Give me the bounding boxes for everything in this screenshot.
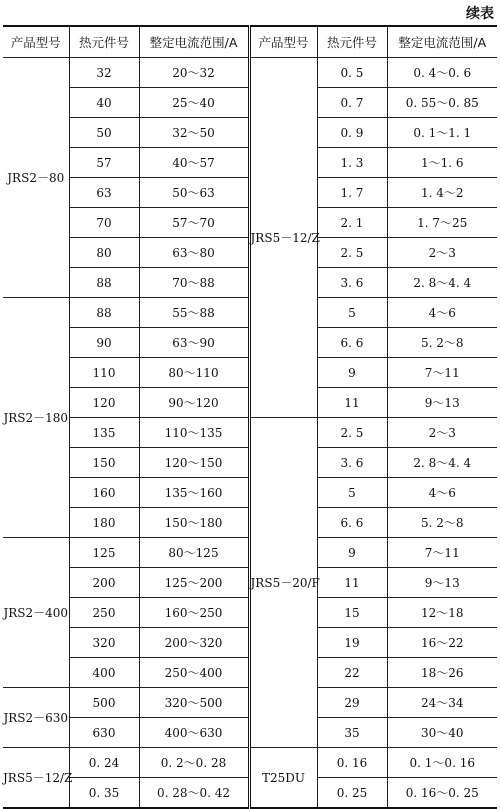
element-no-cell: 5 [317, 478, 387, 508]
current-range-cell: 150～180 [139, 508, 249, 538]
current-range-cell: 18～26 [387, 658, 497, 688]
current-range-cell: 80～110 [139, 358, 249, 388]
element-no-cell: 2. 5 [317, 238, 387, 268]
element-no-cell: 160 [69, 478, 139, 508]
element-no-cell: 500 [69, 688, 139, 718]
header-current-range: 整定电流范围/A [139, 26, 249, 58]
table-row [3, 58, 497, 88]
current-range-cell: 0. 28～0. 42 [139, 778, 249, 809]
element-no-cell: 6. 6 [317, 508, 387, 538]
current-range-cell: 70～88 [139, 268, 249, 298]
current-range-cell: 2～3 [387, 418, 497, 448]
current-range-cell: 0. 55～0. 85 [387, 88, 497, 118]
element-no-cell: 0. 24 [69, 748, 139, 778]
element-no-cell: 29 [317, 688, 387, 718]
current-range-cell: 32～50 [139, 118, 249, 148]
element-no-cell: 5 [317, 298, 387, 328]
current-range-cell: 160～250 [139, 598, 249, 628]
element-no-cell: 110 [69, 358, 139, 388]
element-no-cell: 2. 5 [317, 418, 387, 448]
element-no-cell: 15 [317, 598, 387, 628]
current-range-cell: 1. 7～25 [387, 208, 497, 238]
model-cell: T25DU [249, 748, 317, 809]
element-no-cell: 180 [69, 508, 139, 538]
element-no-cell: 0. 9 [317, 118, 387, 148]
element-no-cell: 3. 6 [317, 268, 387, 298]
current-range-cell: 0. 2～0. 28 [139, 748, 249, 778]
element-no-cell: 0. 16 [317, 748, 387, 778]
current-range-cell: 63～80 [139, 238, 249, 268]
current-range-cell: 200～320 [139, 628, 249, 658]
current-range-cell: 40～57 [139, 148, 249, 178]
element-no-cell: 125 [69, 538, 139, 568]
element-no-cell: 0. 25 [317, 778, 387, 809]
current-range-cell: 7～11 [387, 358, 497, 388]
element-no-cell: 50 [69, 118, 139, 148]
current-range-cell: 250～400 [139, 658, 249, 688]
current-range-cell: 1～1. 6 [387, 148, 497, 178]
current-range-cell: 400～630 [139, 718, 249, 748]
element-no-cell: 630 [69, 718, 139, 748]
current-range-cell: 0. 1～0. 16 [387, 748, 497, 778]
current-range-cell: 5. 2～8 [387, 508, 497, 538]
element-no-cell: 35 [317, 718, 387, 748]
current-range-cell: 0. 16～0. 25 [387, 778, 497, 809]
current-range-cell: 9～13 [387, 388, 497, 418]
relay-spec-table [3, 25, 497, 809]
current-range-cell: 1. 4～2 [387, 178, 497, 208]
table-body [3, 58, 497, 809]
element-no-cell: 150 [69, 448, 139, 478]
element-no-cell: 63 [69, 178, 139, 208]
current-range-cell: 7～11 [387, 538, 497, 568]
model-cell: JRS5－12/Z [3, 748, 69, 809]
model-cell: JRS2－180 [3, 298, 69, 538]
header-row [3, 26, 497, 58]
model-cell: JRS2－80 [3, 58, 69, 298]
header-model: 产品型号 [3, 26, 69, 58]
element-no-cell: 9 [317, 538, 387, 568]
model-cell: JRS5－12/Z [249, 58, 317, 418]
element-no-cell: 200 [69, 568, 139, 598]
element-no-cell: 57 [69, 148, 139, 178]
current-range-cell: 57～70 [139, 208, 249, 238]
current-range-cell: 63～90 [139, 328, 249, 358]
current-range-cell: 110～135 [139, 418, 249, 448]
element-no-cell: 19 [317, 628, 387, 658]
element-no-cell: 80 [69, 238, 139, 268]
current-range-cell: 2. 8～4. 4 [387, 268, 497, 298]
element-no-cell: 11 [317, 388, 387, 418]
current-range-cell: 20～32 [139, 58, 249, 88]
element-no-cell: 90 [69, 328, 139, 358]
current-range-cell: 320～500 [139, 688, 249, 718]
header-element-no: 热元件号 [317, 26, 387, 58]
element-no-cell: 40 [69, 88, 139, 118]
table-row [3, 748, 497, 778]
element-no-cell: 70 [69, 208, 139, 238]
current-range-cell: 25～40 [139, 88, 249, 118]
element-no-cell: 0. 5 [317, 58, 387, 88]
current-range-cell: 30～40 [387, 718, 497, 748]
current-range-cell: 125～200 [139, 568, 249, 598]
current-range-cell: 4～6 [387, 478, 497, 508]
element-no-cell: 1. 3 [317, 148, 387, 178]
current-range-cell: 16～22 [387, 628, 497, 658]
header-model: 产品型号 [249, 26, 317, 58]
current-range-cell: 120～150 [139, 448, 249, 478]
current-range-cell: 2. 8～4. 4 [387, 448, 497, 478]
element-no-cell: 120 [69, 388, 139, 418]
model-cell: JRS2－630 [3, 688, 69, 748]
element-no-cell: 32 [69, 58, 139, 88]
header-element-no: 热元件号 [69, 26, 139, 58]
current-range-cell: 12～18 [387, 598, 497, 628]
current-range-cell: 5. 2～8 [387, 328, 497, 358]
element-no-cell: 320 [69, 628, 139, 658]
continued-label: 续表 [466, 6, 494, 22]
element-no-cell: 22 [317, 658, 387, 688]
element-no-cell: 250 [69, 598, 139, 628]
current-range-cell: 0. 1～1. 1 [387, 118, 497, 148]
header-current-range: 整定电流范围/A [387, 26, 497, 58]
table-row [3, 418, 497, 448]
element-no-cell: 135 [69, 418, 139, 448]
element-no-cell: 400 [69, 658, 139, 688]
current-range-cell: 135～160 [139, 478, 249, 508]
current-range-cell: 90～120 [139, 388, 249, 418]
current-range-cell: 80～125 [139, 538, 249, 568]
model-cell: JRS5－20/F [249, 418, 317, 748]
element-no-cell: 0. 35 [69, 778, 139, 809]
element-no-cell: 3. 6 [317, 448, 387, 478]
current-range-cell: 24～34 [387, 688, 497, 718]
current-range-cell: 2～3 [387, 238, 497, 268]
element-no-cell: 6. 6 [317, 328, 387, 358]
element-no-cell: 9 [317, 358, 387, 388]
current-range-cell: 55～88 [139, 298, 249, 328]
current-range-cell: 0. 4～0. 6 [387, 58, 497, 88]
element-no-cell: 11 [317, 568, 387, 598]
current-range-cell: 50～63 [139, 178, 249, 208]
element-no-cell: 88 [69, 298, 139, 328]
element-no-cell: 2. 1 [317, 208, 387, 238]
element-no-cell: 88 [69, 268, 139, 298]
current-range-cell: 4～6 [387, 298, 497, 328]
model-cell: JRS2－400 [3, 538, 69, 688]
element-no-cell: 0. 7 [317, 88, 387, 118]
element-no-cell: 1. 7 [317, 178, 387, 208]
current-range-cell: 9～13 [387, 568, 497, 598]
